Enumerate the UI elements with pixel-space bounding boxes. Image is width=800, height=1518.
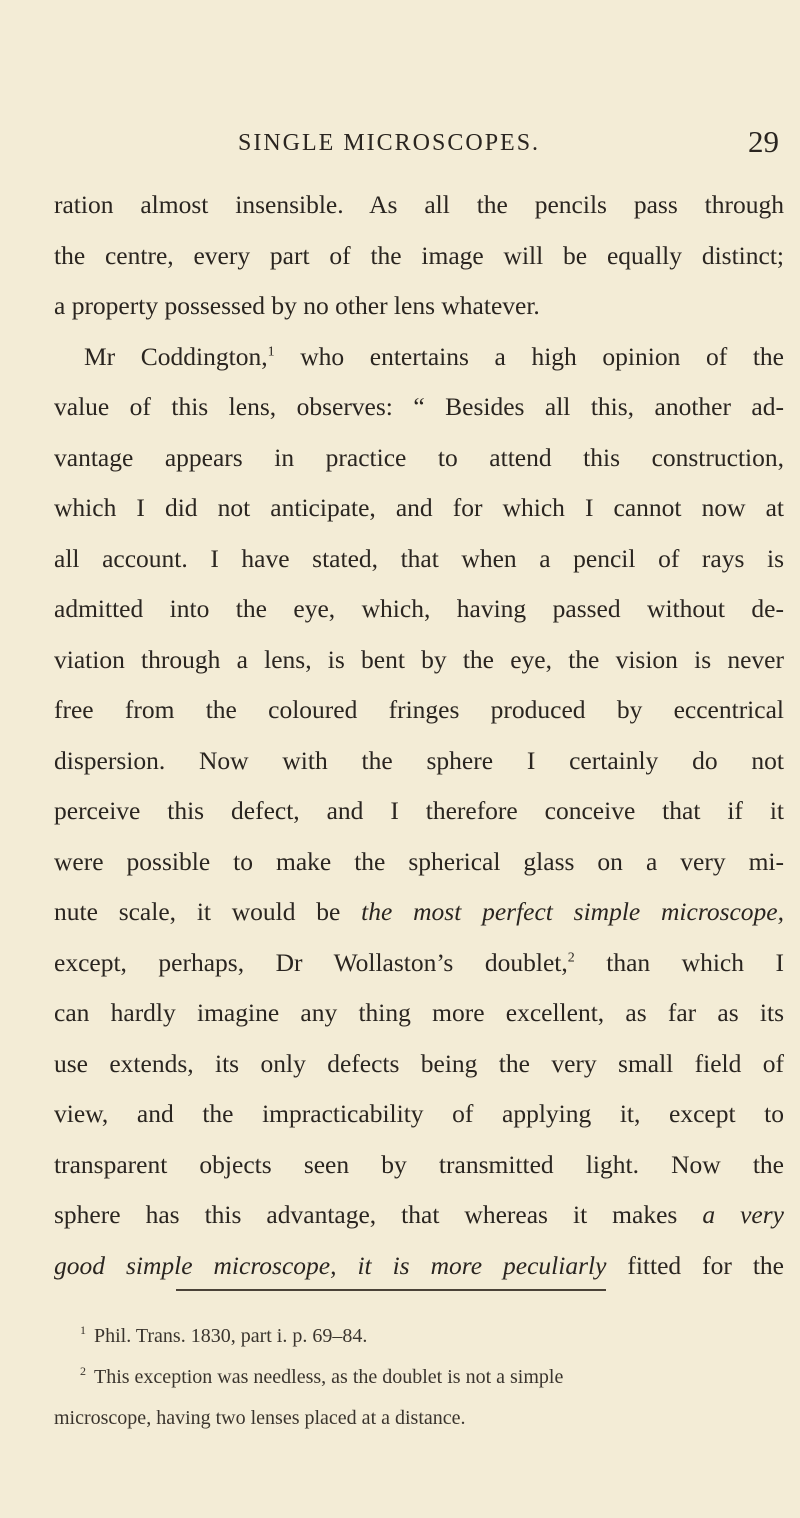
italic-phrase: good simple microscope, it is more peculiarly [54, 1250, 607, 1280]
text-line: were possible to make the spherical glass on a very mi- [54, 846, 784, 876]
text-line: vantage appears in practice to attend this construction, [54, 442, 784, 472]
page-number: 29 [748, 124, 779, 159]
footnote-2-continued: microscope, having two lenses placed at a distance. [54, 1407, 466, 1429]
footnote-text: Phil. Trans. 1830, part i. p. 69–84. [94, 1325, 368, 1347]
text-fragment: who entertains a high opinion of the [274, 341, 785, 371]
text-line: a property possessed by no other lens whatever. [54, 291, 540, 320]
footnote-divider [176, 1289, 606, 1291]
text-line: the centre, every part of the image will be equally distinct; [54, 240, 784, 270]
text-line: can hardly imagine any thing more excellent, as far as its [54, 998, 784, 1027]
footnote-ref-1: 1 [267, 344, 275, 359]
footnote-1 [54, 1316, 784, 1357]
text-line: perceive this defect, and I therefore conceive that if it [54, 796, 784, 825]
text-line: admitted into the eye, which, having passed without de- [54, 594, 784, 623]
footnotes [54, 1316, 784, 1439]
footnote-text: This exception was needless, as the doublet is not a simple [94, 1366, 564, 1388]
text-line: all account. I have stated, that when a pencil of rays is [54, 543, 784, 573]
footnote-ref-2: 2 [567, 950, 575, 965]
text-line: viation through a lens, is bent by the eye, the vision is never [54, 644, 784, 674]
italic-phrase: a very [702, 1200, 784, 1229]
text-line: value of this lens, observes: “ Besides all this, another ad- [54, 392, 784, 421]
text-fragment: nute scale, it would be [54, 897, 362, 926]
text-line: transparent objects seen by transmitted light. Now the [54, 1149, 784, 1179]
text-line [54, 887, 784, 938]
text-line: use extends, its only defects being the very small field of [54, 1048, 784, 1078]
text-fragment: sphere has this advantage, that whereas it makes [54, 1200, 703, 1229]
text-line [54, 332, 784, 383]
text-fragment: than which I [574, 947, 784, 977]
text-fragment: Mr Coddington, [84, 341, 268, 371]
running-head [0, 124, 800, 160]
text-line [54, 1190, 784, 1241]
footnote-2 [54, 1357, 784, 1398]
text-fragment: fitted for the [606, 1250, 784, 1280]
text-line [54, 1241, 784, 1292]
footnote-mark: 2 [80, 1364, 86, 1379]
italic-phrase: the most perfect simple microscope, [361, 897, 784, 926]
text-line: which I did not anticipate, and for which I cannot now at [54, 493, 784, 522]
text-line: dispersion. Now with the sphere I certainly do not [54, 745, 784, 775]
text-line [54, 938, 784, 989]
text-fragment: except, perhaps, Dr Wollaston’s doublet, [54, 947, 568, 977]
text-line: free from the coloured fringes produced by eccentrical [54, 695, 784, 724]
body-text [54, 180, 784, 1291]
running-head-title: SINGLE MICROSCOPES. [238, 130, 541, 156]
footnote-mark: 1 [80, 1323, 86, 1338]
text-line: ration almost insensible. As all the pencils pass through [54, 190, 784, 219]
text-line: view, and the impracticability of applying it, except to [54, 1099, 784, 1128]
